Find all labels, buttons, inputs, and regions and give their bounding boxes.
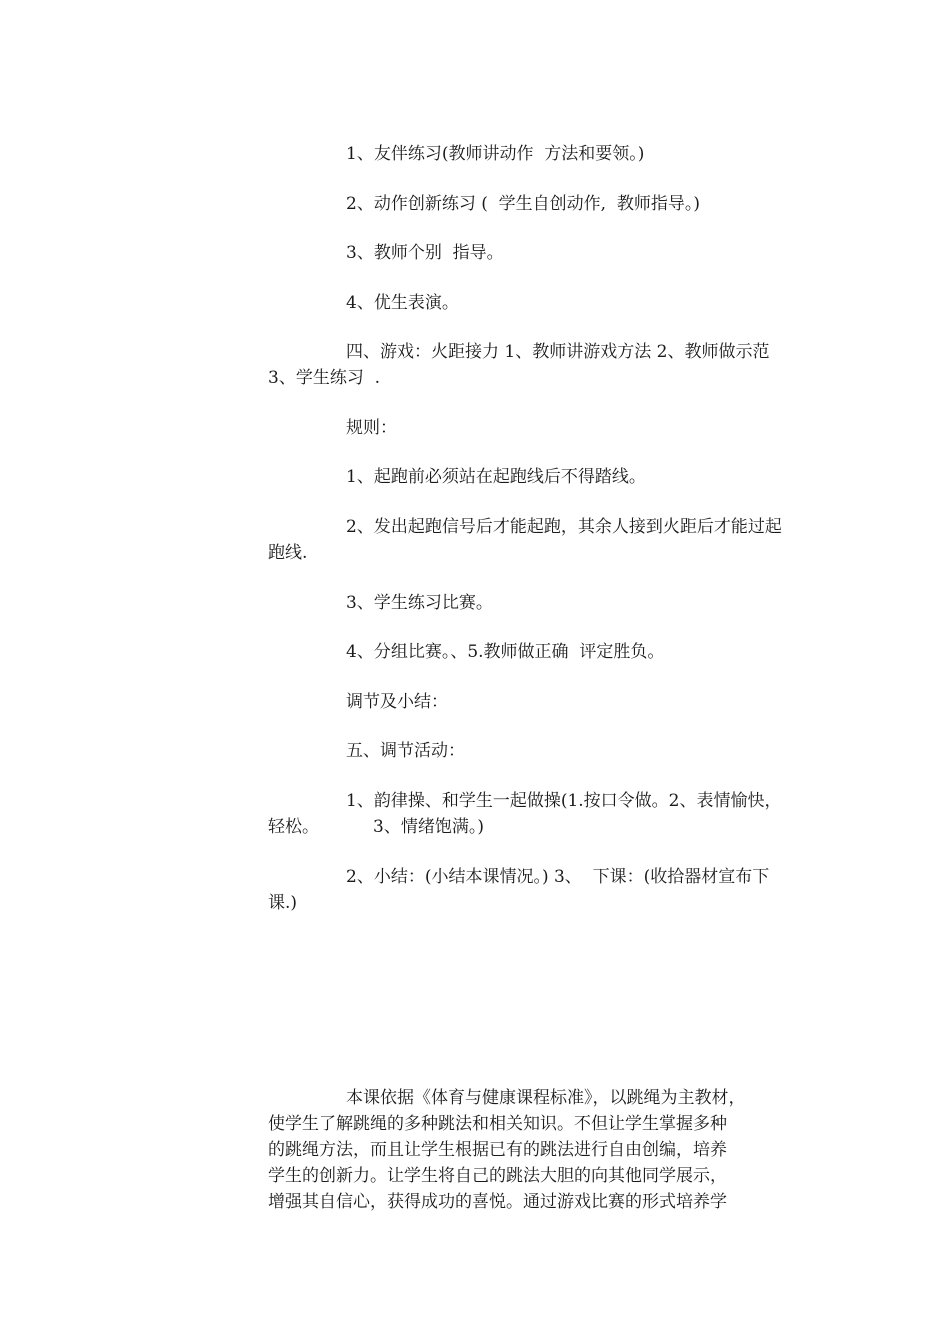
summary-line: 使学生了解跳绳的多种跳法和相关知识。不但让学生掌握多种 [268, 1114, 727, 1134]
paragraph-section-five: 五、调节活动： [346, 741, 465, 761]
paragraph-game: 四、游戏：火距接力 1、教师讲游戏方法 2、教师做示范 3、学生练习 . [268, 342, 775, 388]
summary-line: 增强其自信心，获得成功的喜悦。通过游戏比赛的形式培养学 [268, 1192, 727, 1212]
paragraph-rule-1: 1、起跑前必须站在起跑线后不得踏线。 [346, 467, 646, 487]
lesson-summary-block [268, 1085, 788, 1215]
paragraph-rhythm-exercise: 1、韵律操、和学生一起做操(1.按口令做。2、表情愉快， 轻松。 3、情绪饱满。) [268, 791, 793, 837]
paragraph-rules-heading: 规则： [346, 418, 397, 438]
paragraph-rule-3: 3、学生练习比赛。 [346, 593, 493, 613]
paragraph-rule-4: 4、分组比赛。、5.教师做正确 评定胜负。 [346, 642, 665, 662]
paragraph-individual-guidance: 3、教师个别 指导。 [346, 243, 504, 263]
summary-line: 的跳绳方法，而且让学生根据已有的跳法进行自由创编，培养 [268, 1140, 727, 1160]
paragraph-partner-practice: 1、友伴练习(教师讲动作 方法和要领。) [346, 144, 645, 164]
summary-line: 本课依据《体育与健康课程标准》，以跳绳为主教材， [346, 1088, 746, 1108]
paragraph-class-summary: 2、小结：(小结本课情况。) 3、 下课：(收拾器材宣布下课.) [268, 867, 770, 913]
paragraph-rule-2: 2、发出起跑信号后才能起跑，其余人接到火距后才能过起跑线. [268, 517, 782, 563]
paragraph-demonstration: 4、优生表演。 [346, 293, 459, 313]
summary-line: 学生的创新力。让学生将自己的跳法大胆的向其他同学展示， [268, 1166, 727, 1186]
paragraph-creative-practice: 2、动作创新练习 ( 学生自创动作, 教师指导。) [346, 194, 701, 214]
paragraph-summary-heading: 调节及小结： [346, 692, 448, 712]
